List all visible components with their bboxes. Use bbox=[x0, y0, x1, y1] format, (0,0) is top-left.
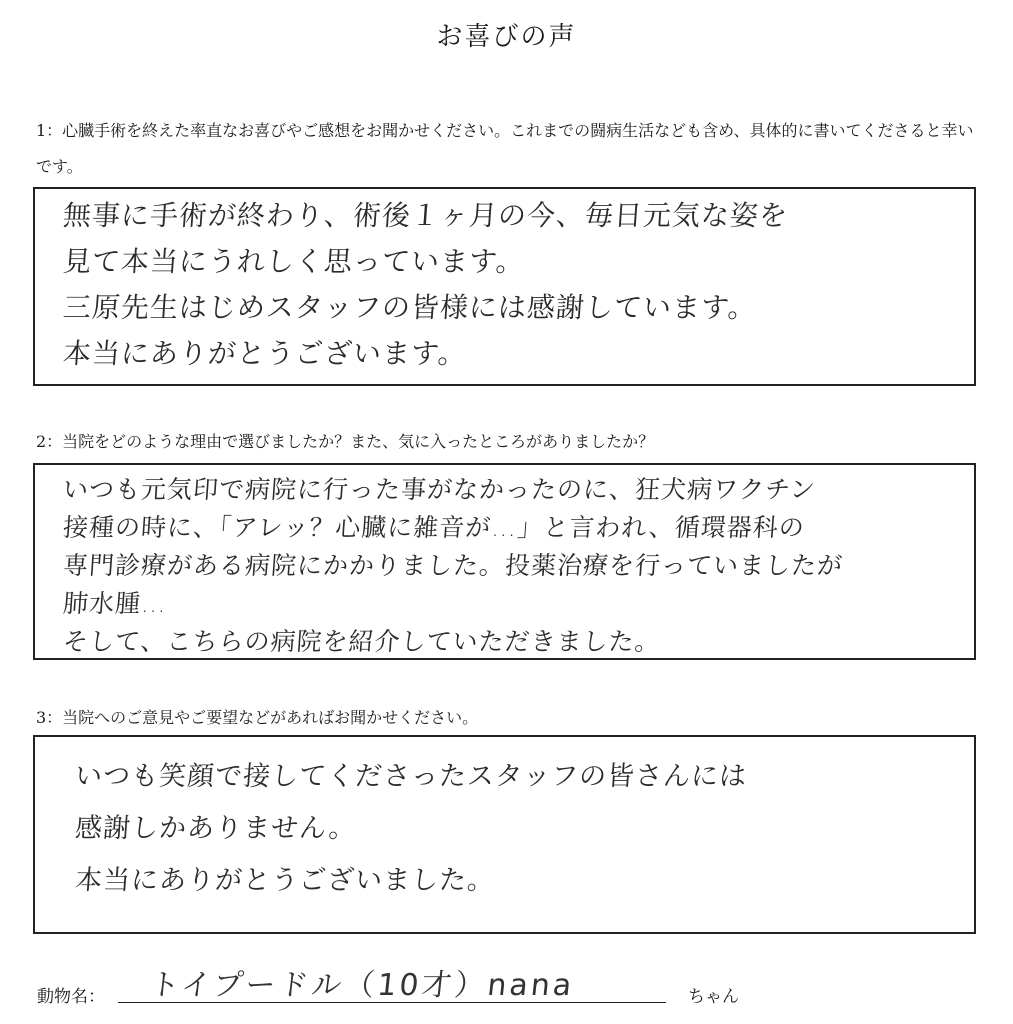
handwritten-line: 三原先生はじめスタッフの皆様には感謝しています。 bbox=[61, 291, 758, 324]
handwritten-line: いつも笑顔で接してくださったスタッフの皆さんには bbox=[73, 761, 749, 792]
handwritten-line: 無事に手術が終わり、術後１ヶ月の今、毎日元気な姿を bbox=[61, 199, 790, 232]
handwritten-line: 本当にありがとうございました。 bbox=[73, 865, 497, 896]
pet-name-label: 動物名： bbox=[37, 987, 105, 1007]
handwritten-line: 感謝しかありません。 bbox=[73, 813, 358, 844]
handwritten-line: 専門診療がある病院にかかりました。投薬治療を行っていましたが bbox=[62, 551, 845, 580]
handwritten-line: 肺水腫… bbox=[62, 589, 169, 618]
pet-name-handwritten: トイプードル（10才）nana bbox=[147, 968, 577, 1003]
handwritten-line: 本当にありがとうございます。 bbox=[61, 337, 468, 370]
handwritten-line: そして、こちらの病院を紹介していただきました。 bbox=[62, 627, 662, 656]
question-3: 3：当院へのご意見やご要望などがあればお聞かせください。 bbox=[36, 708, 479, 727]
answer-box-3 bbox=[33, 735, 976, 934]
pet-name-suffix: ちゃん bbox=[688, 987, 739, 1007]
page-title: お喜びの声 bbox=[436, 22, 577, 52]
answer-box-2 bbox=[33, 463, 976, 660]
question-1: 1：心臓手術を終えた率直なお喜びやご感想をお聞かせください。これまでの闘病生活なども含め、具体的に書いてくださると幸いです。 bbox=[36, 121, 974, 176]
question-2: 2：当院をどのような理由で選びましたか？また、気に入ったところがありましたか？ bbox=[36, 432, 655, 451]
answer-box-1 bbox=[33, 187, 976, 386]
handwritten-line: 見て本当にうれしく思っています。 bbox=[61, 245, 526, 278]
handwritten-line: いつも元気印で病院に行った事がなかったのに、狂犬病ワクチン bbox=[62, 475, 817, 504]
handwritten-line: 接種の時に、「アレッ？心臓に雑音が…」と言われ、循環器科の bbox=[62, 513, 806, 542]
